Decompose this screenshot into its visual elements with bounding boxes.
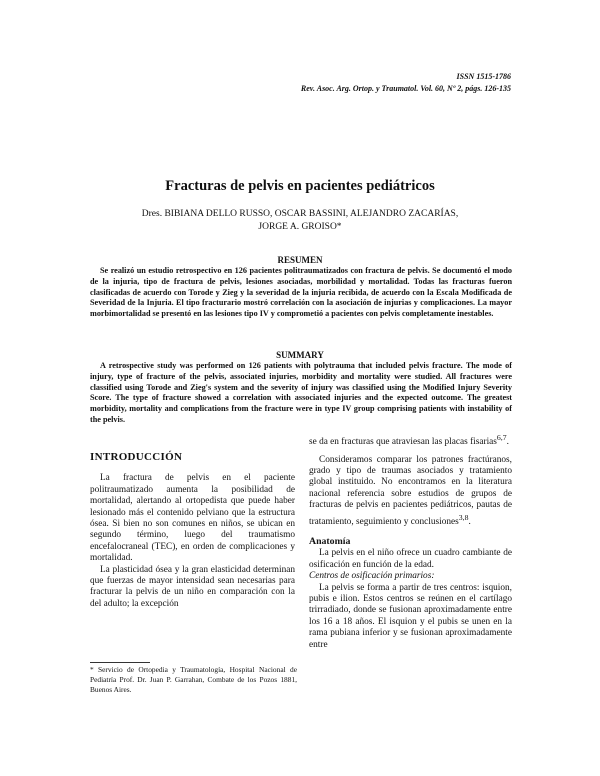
author-list (120, 208, 480, 234)
anatomia-paragraph-1: La pelvis en el niño ofrece un cuadro cambiante de osificación en función de la edad. (309, 548, 512, 570)
summary-heading: SUMMARY (276, 350, 324, 360)
reference-mark: 6,7 (496, 433, 507, 442)
ossification-subheading: Centros de osificación primarios: (309, 571, 435, 582)
right-column (309, 432, 512, 651)
author-line-1: Dres. BIBIANA DELLO RUSSO, OSCAR BASSINI, ALEJANDRO ZACARÍAS, (141, 209, 459, 219)
anatomia-heading: Anatomía (309, 536, 351, 548)
footnote: * Servicio de Ortopedia y Traumatología, Hospital Nacional de Pediatría Prof. Dr. Juan P. Garrahan, Combate de los Pozos 1881, Buenos Aires. (90, 665, 297, 694)
continued-text: se da en fracturas que atraviesan las placas fisarias (309, 437, 497, 448)
footnote-rule (90, 662, 150, 663)
intro-paragraph-3: Consideramos comparar los patrones fractúranos, grado y tipo de traumas asociados y tratamiento global instituido. No encontramos en la literatura nacional referencia sobre estudios de grupos de fracturas de pelvis en pacientes pediátricos, pautas de tratamiento, seguimiento y conclusiones$^{3,8}$. (309, 454, 512, 527)
issn-line: ISSN 1515-1786 (456, 72, 511, 81)
summary-text: A retrospective study was performed on 126 patients with polytrauma that included pelvis fracture. The mode of injury, type of fracture of the pelvis, associated injuries, morbidity and mortality were studied. All fractures were classified using Torode and Zieg's system and the severity of injury was classified using the Modified Injury Severity Score. The type of fracture showed a correlation with associated injuries and the expected outcome. The greatest morbidity, mortality and complications from the fracture were in type IV group comprising patients with instability of the pelvis. (90, 361, 512, 424)
intro-paragraph-1: La fractura de pelvis en el paciente politraumatizado aumenta la posibilidad de mortalidad, alertando al ortopedista que puede haber lesionado más el contenido pelviano que la estructura ósea. Si bien no son comunes en niños, se ubican en segundo término, luego del traumatismo encefalocraneal (TEC), en orden de complicaciones y mortalidad. (90, 473, 295, 564)
reference-mark: 3,8 (458, 512, 469, 522)
left-column (90, 452, 295, 610)
paper-title: Fracturas de pelvis en pacientes pediátricos (165, 178, 435, 194)
intro-paragraph-2: La plasticidad ósea y la gran elasticidad determinan que fuerzas de mayor intensidad sean necesarias para fracturar la pelvis de un niño en comparación con la del adulto; la excepción (90, 564, 295, 609)
resumen-heading: RESUMEN (277, 255, 323, 265)
resumen-text: Se realizó un estudio retrospectivo en 126 pacientes politraumatizados con fractura de pelvis. Se documentó el modo de la injuria, tipo de fractura de pelvis, lesiones asociadas, morbilidad y mortalidad. Todas las fracturas fueron clasificadas de acuerdo con Torode y Zieg y la severidad de la injuria recibida, de acuerdo con la Escala Modificada de Severidad de la Injuria. El tipo fracturario mostró correlación con la asociación de injurias y complicaciones. La mayor morbimortalidad se presentó en las lesiones tipo IV y comprometió a pacientes con pelvis completamente inestables. (90, 266, 512, 319)
author-line-2: JORGE A. GROISO* (258, 222, 342, 232)
intro-paragraph-3-text: Consideramos comparar los patrones fractúranos, grado y tipo de traumas asociados y tratamiento global instituido. No encontramos en la literatura nacional referencia sobre estudios de grupos de fracturas de pelvis en pacientes pediátricos, pautas de tratamiento, seguimiento y conclusiones (309, 454, 512, 527)
continued-paragraph: se da en fracturas que atraviesan las placas fisarias$^{6,7}$. (309, 433, 509, 448)
anatomia-paragraph-2: La pelvis se forma a partir de tres centros: isquion, pubis e ilion. Estos centros se reúnen en el cartílago trirradiado, donde se fusionan aproximadamente entre los 16 a 18 años. El isquion y el pubis se unen en la rama pubiana inferior y se fusionan aproximadamente entre (309, 582, 512, 650)
journal-citation: Rev. Asoc. Arg. Ortop. y Traumatol. Vol. 60, Nº 2, págs. 126-135 (300, 84, 511, 93)
introduccion-heading: INTRODUCCIÓN (90, 451, 183, 463)
